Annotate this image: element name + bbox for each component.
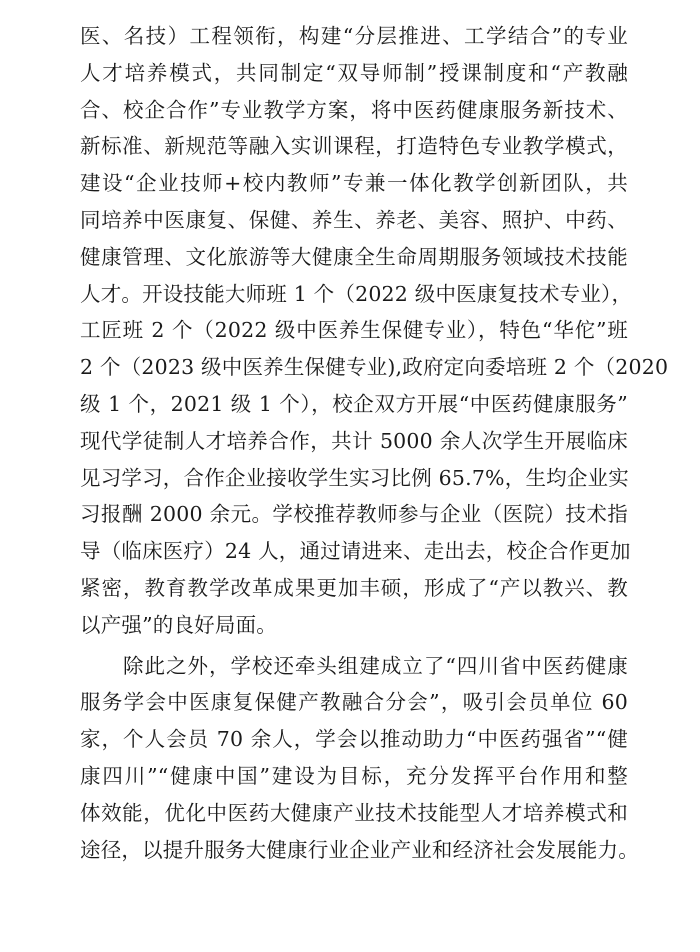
text-line: 见习学习，合作企业接收学生实习比例 65.7%，生均企业实 bbox=[80, 465, 629, 490]
text-line: 体效能，优化中医药大健康产业技术技能型人才培养模式和 bbox=[80, 800, 628, 825]
text-line: 除此之外，学校还牵头组建成立了“四川省中医药健康 bbox=[123, 653, 628, 678]
text-line: 服务学会中医康复保健产教融合分会”，吸引会员单位 60 bbox=[80, 690, 628, 715]
text-line: 级 1 个，2021 级 1 个），校企双方开展“中医药健康服务” bbox=[80, 391, 628, 416]
text-line: 新标准、新规范等融入实训课程，打造特色专业教学模式， bbox=[80, 134, 628, 159]
text-line: 人才培养模式，共同制定“双导师制”授课制度和“产教融 bbox=[80, 60, 628, 85]
text-line: 康四川”“健康中国”建设为目标，充分发挥平台作用和整 bbox=[80, 763, 628, 788]
text-line: 现代学徒制人才培养合作，共计 5000 余人次学生开展临床 bbox=[80, 428, 628, 453]
text-line: 途径，以提升服务大健康行业企业产业和经济社会发展能力。 bbox=[80, 837, 639, 862]
paragraph-2 bbox=[80, 648, 639, 869]
paragraph-1 bbox=[80, 18, 669, 644]
text-line: 建设“企业技师+校内教师”专兼一体化教学创新团队，共 bbox=[80, 171, 628, 196]
text-line: 导（临床医疗）24 人，通过请进来、走出去，校企合作更加 bbox=[80, 539, 631, 564]
text-line: 习报酬 2000 余元。学校推荐教师参与企业（医院）技术指 bbox=[80, 502, 628, 527]
text-line: 合、校企合作”专业教学方案，将中医药健康服务新技术、 bbox=[80, 97, 628, 122]
text-line: 同培养中医康复、保健、养生、养老、美容、照护、中药、 bbox=[80, 207, 628, 232]
text-line: 家，个人会员 70 余人，学会以推动助力“中医药强省”“健 bbox=[80, 727, 628, 752]
text-line: 医、名技）工程领衔，构建“分层推进、工学结合”的专业 bbox=[80, 24, 628, 48]
text-line: 2 个（2023 级中医养生保健专业),政府定向委培班 2 个（2020 bbox=[80, 355, 669, 380]
text-line: 以产强”的良好局面。 bbox=[80, 612, 277, 637]
text-line: 紧密，教育教学改革成果更加丰硕，形成了“产以教兴、教 bbox=[80, 575, 628, 600]
text-line: 人才。开设技能大师班 1 个（2022 级中医康复技术专业）， bbox=[80, 281, 633, 306]
text-line: 工匠班 2 个（2022 级中医养生保健专业），特色“华佗”班 bbox=[80, 318, 628, 343]
document-page bbox=[80, 18, 669, 868]
text-line: 健康管理、文化旅游等大健康全生命周期服务领域技术技能 bbox=[80, 244, 628, 269]
